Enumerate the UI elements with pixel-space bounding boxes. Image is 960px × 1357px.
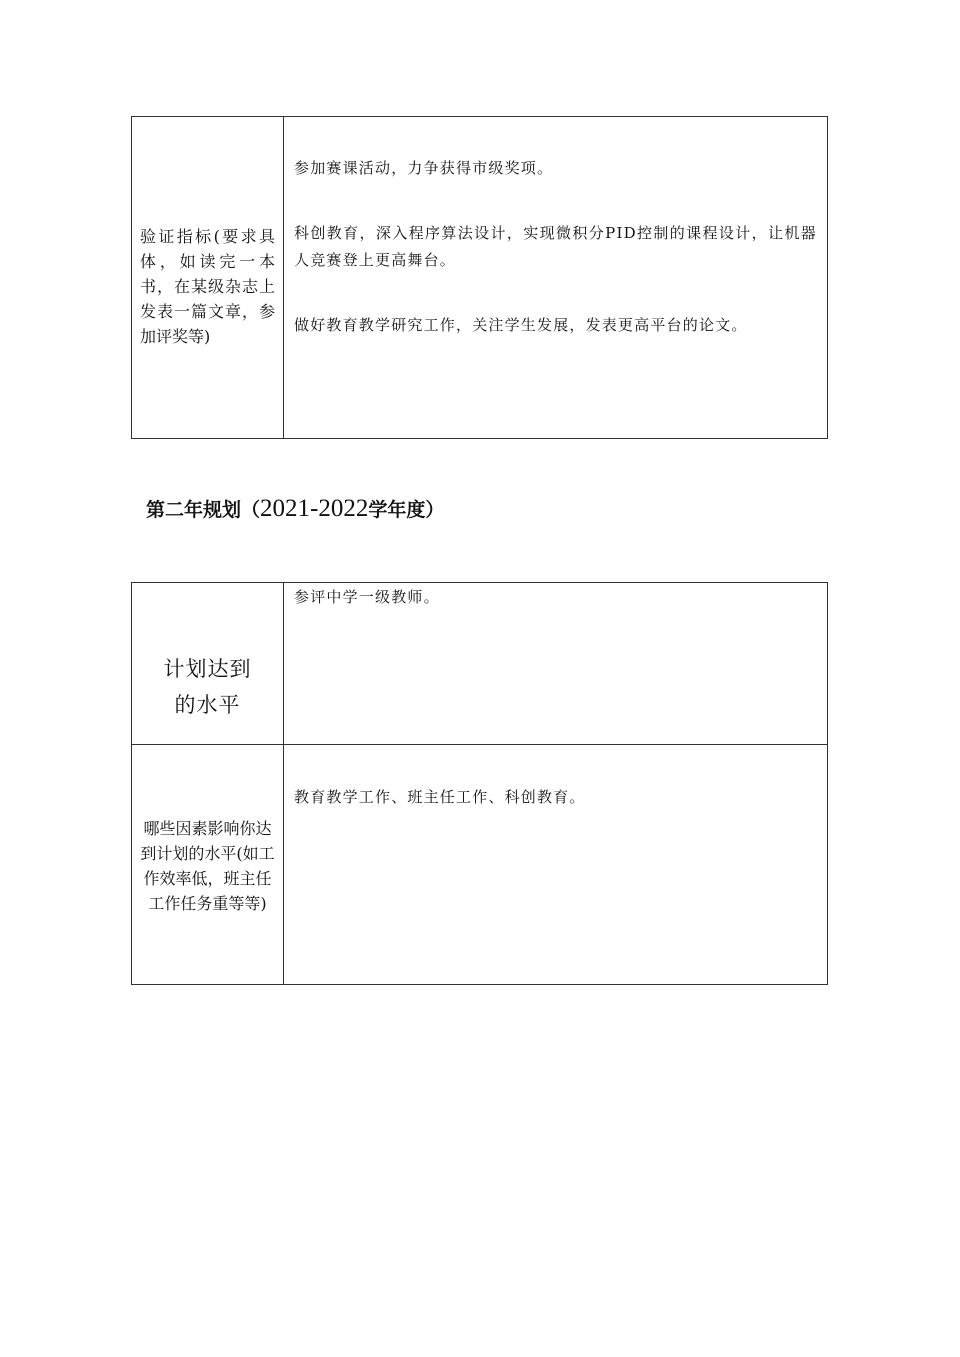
target-level-label-line-1: 计划达到	[163, 657, 252, 681]
target-level-label	[132, 583, 283, 723]
target-level-label-line-2: 的水平	[174, 693, 241, 717]
heading-prefix: 第二年规划（	[146, 499, 261, 521]
target-level-label-cell	[132, 583, 284, 745]
target-level-content-cell	[284, 583, 828, 745]
second-year-plan-table	[131, 582, 828, 985]
target-level-content: 参评中学一级教师。	[294, 588, 440, 606]
goal-paragraph-3: 做好教育教学研究工作，关注学生发展，发表更高平台的论文。	[294, 316, 748, 334]
heading-years: 2021-2022	[260, 495, 369, 522]
influencing-factors-label: 哪些因素影响你达到计划的水平(如工作效率低，班主任工作任务重等等)	[140, 818, 275, 913]
target-level-row	[132, 583, 828, 745]
influencing-factors-content-cell	[284, 745, 828, 985]
influencing-factors-row	[132, 745, 828, 985]
second-year-plan-heading	[146, 490, 444, 528]
verification-label: 验证指标(要求具体，如读完一本书，在某级杂志上发表一篇文章，参加评奖等)	[140, 227, 275, 346]
goal-paragraph-1: 参加赛课活动，力争获得市级奖项。	[294, 159, 554, 177]
verification-indicators-table	[131, 116, 828, 439]
verification-row	[132, 117, 828, 439]
heading-suffix: 学年度）	[368, 499, 445, 521]
verification-label-cell	[132, 117, 284, 439]
influencing-factors-content: 教育教学工作、班主任工作、科创教育。	[294, 788, 586, 806]
influencing-factors-label-cell	[132, 745, 284, 985]
goal-paragraph-2: 科创教育，深入程序算法设计，实现微积分PID控制的课程设计，让机器人竞赛登上更高舞台。	[294, 224, 817, 269]
verification-content-cell	[284, 117, 828, 439]
